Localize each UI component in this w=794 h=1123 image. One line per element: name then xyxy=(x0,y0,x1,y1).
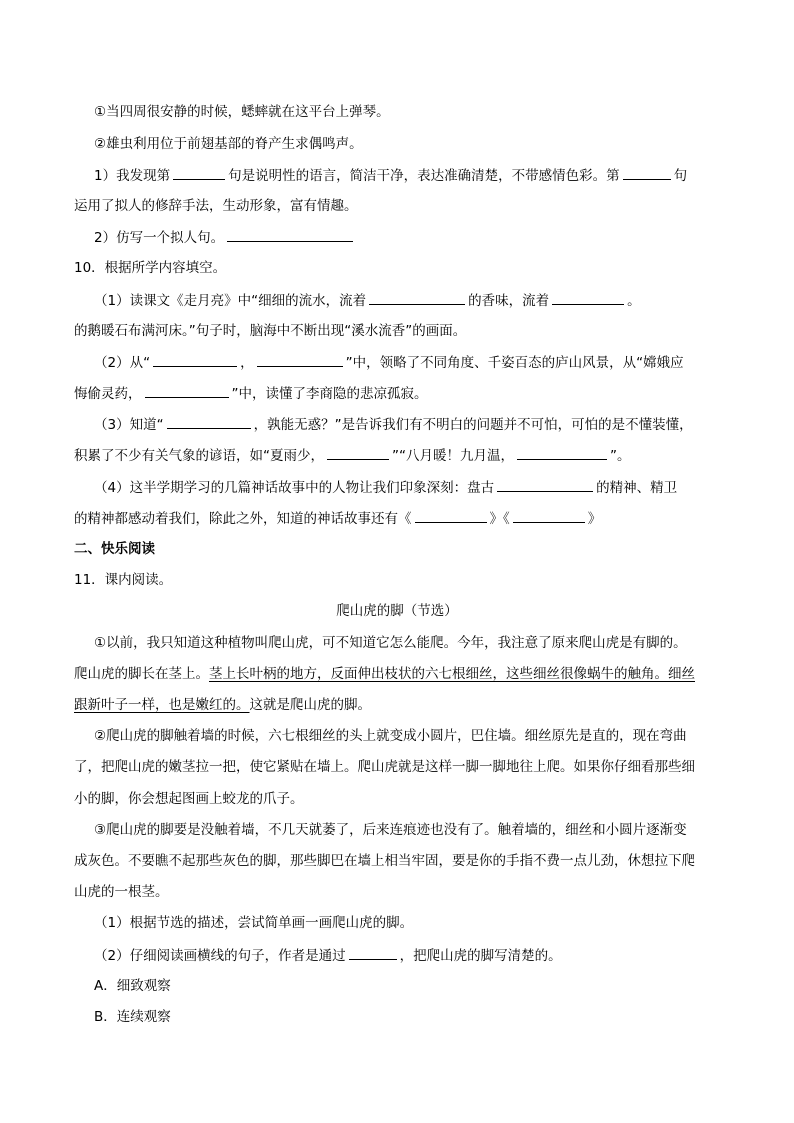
q10-blank-1[interactable] xyxy=(369,290,465,305)
passage-p2-line-2: 了，把爬山虎的嫩茎拉一把，使它紧贴在墙上。爬山虎就是这样一脚一脚地往上爬。如果你仔细看那些细 xyxy=(74,759,695,775)
q10-item-4 xyxy=(94,477,677,498)
q10-item-3-text-c: 积累了不少有关气象的谚语，如“夏雨少， xyxy=(74,448,324,464)
q10-item-4-text-b: 的精神、精卫 xyxy=(596,480,678,496)
q10-item-2-text-a: （2）从“ xyxy=(94,355,151,371)
q10-blank-9[interactable] xyxy=(497,477,593,492)
option-b[interactable]: B．连续观察 xyxy=(94,1009,171,1025)
q10-blank-5[interactable] xyxy=(145,383,229,398)
q9-prompt-1-text-a: 1）我发现第 xyxy=(94,168,171,184)
q10-item-2-text-d: 悔偷灵药， xyxy=(74,386,142,402)
passage-p1-line-3-plain: 这就是爬山虎的脚。 xyxy=(249,697,371,713)
passage-p3-line-3: 山虎的一根茎。 xyxy=(74,884,169,900)
q10-item-2 xyxy=(94,352,684,373)
q10-item-4-text-d: 》《 xyxy=(489,511,510,527)
q10-item-2-text-e: ”中，读懂了李商隐的悲凉孤寂。 xyxy=(231,386,428,402)
q10-item-1-text-a: （1）读课文《走月亮》中“细细的流水，流着 xyxy=(94,293,367,309)
passage-p3-line-2: 成灰色。不要瞧不起那些灰色的脚，那些脚巴在墙上相当牢固，要是你的手指不费一点儿劲，休想拉下爬 xyxy=(74,853,695,869)
q10-item-3-text-d: ”“八月暖！九月温， xyxy=(392,448,514,464)
q9-prompt-1-text-c: 句 xyxy=(673,168,688,184)
q9-prompt-1-text-b: 句是说明性的语言，简洁干净，表达准确清楚，不带感情色彩。第 xyxy=(228,168,620,184)
q9-sentence-2: ②雄虫利用位于前翅基部的脊产生求偶鸣声。 xyxy=(94,136,363,152)
q10-item-2-text-b: ， xyxy=(240,355,254,371)
passage-p1-line-1: ①以前，我只知道这种植物叫爬山虎，可不知道它怎么能爬。今年，我注意了原来爬山虎是有脚的。 xyxy=(94,635,687,651)
q9-blank-1[interactable] xyxy=(173,165,225,180)
q10-item-2-text-c: ”中，领略了不同角度、千姿百态的庐山风景，从“嫦娥应 xyxy=(345,355,684,371)
q10-blank-2[interactable] xyxy=(552,290,624,305)
q9-prompt-2-text: 2）仿写一个拟人句。 xyxy=(94,230,225,246)
q10-blank-8[interactable] xyxy=(517,445,607,460)
q10-item-3-continued xyxy=(74,445,631,466)
q10-title: 10．根据所学内容填空。 xyxy=(74,260,227,276)
q9-prompt-2 xyxy=(94,227,356,248)
q10-item-1-text-b: 的香味，流着 xyxy=(468,293,550,309)
q10-blank-10[interactable] xyxy=(415,508,487,523)
q10-blank-7[interactable] xyxy=(327,445,389,460)
q11-sub-question-2-text-a: （2）仔细阅读画横线的句子，作者是通过 xyxy=(94,948,346,964)
q11-title: 11．课内阅读。 xyxy=(74,572,173,588)
passage-title: 爬山虎的脚（节选） xyxy=(336,603,458,619)
q11-sub-question-1: （1）根据节选的描述，尝试简单画一画爬山虎的脚。 xyxy=(94,915,414,931)
q9-blank-3[interactable] xyxy=(227,227,353,242)
passage-p1-line-3 xyxy=(74,695,371,715)
q10-item-1 xyxy=(94,290,641,311)
passage-p2-line-1: ②爬山虎的脚触着墙的时候，六七根细丝的头上就变成小圆片，巴住墙。细丝原先是直的，现在弯曲 xyxy=(94,728,687,744)
q10-item-3-text-e: ”。 xyxy=(610,448,631,464)
q10-blank-4[interactable] xyxy=(257,352,343,367)
passage-p1-line-2 xyxy=(74,664,695,684)
passage-p1-line-2-plain: 爬山虎的脚长在茎上。 xyxy=(74,666,209,682)
q10-item-3-text-b: ，孰能无惑？”是告诉我们有不明白的问题并不可怕，可怕的是不懂装懂， xyxy=(253,417,693,433)
underlined-sentence-part-1: 茎上长叶柄的地方，反面伸出枝状的六七根细丝，这些细丝很像蜗牛的触角。细丝 xyxy=(209,666,695,682)
passage-p2-line-3: 小的脚，你会想起图画上蛟龙的爪子。 xyxy=(74,791,304,807)
q10-item-1-continued: 的鹅暖石布满河床。”句子时，脑海中不断出现“溪水流香”的画面。 xyxy=(74,323,467,339)
q9-prompt-1 xyxy=(94,165,687,186)
q10-item-3-text-a: （3）知道“ xyxy=(94,417,164,433)
q10-item-1-text-c: 。 xyxy=(627,293,641,309)
section-heading: 二、快乐阅读 xyxy=(74,541,155,557)
q10-blank-3[interactable] xyxy=(153,352,237,367)
q9-blank-2[interactable] xyxy=(623,165,671,180)
q10-item-4-text-a: （4）这半学期学习的几篇神话故事中的人物让我们印象深刻：盘古 xyxy=(94,480,495,496)
option-a[interactable]: A．细致观察 xyxy=(94,978,171,994)
q11-sub-question-2-text-b: ，把爬山虎的脚写清楚的。 xyxy=(399,948,562,964)
q10-item-3 xyxy=(94,414,693,435)
underlined-sentence-part-2: 跟新叶子一样，也是嫩红的。 xyxy=(74,697,250,713)
q10-item-4-text-e: 》 xyxy=(587,511,602,527)
q11-blank-1[interactable] xyxy=(349,945,397,960)
q10-blank-11[interactable] xyxy=(513,508,585,523)
q10-blank-6[interactable] xyxy=(167,414,251,429)
q10-item-4-text-c: 的精神都感动着我们，除此之外，知道的神话故事还有《 xyxy=(74,511,412,527)
passage-p3-line-1: ③爬山虎的脚要是没触着墙，不几天就萎了，后来连痕迹也没有了。触着墙的，细丝和小圆片逐渐变 xyxy=(94,822,687,838)
q9-prompt-1-continued: 运用了拟人的修辞手法，生动形象，富有情趣。 xyxy=(74,198,358,214)
q11-sub-question-2 xyxy=(94,945,562,966)
q9-sentence-1: ①当四周很安静的时候，蟋蟀就在这平台上弹琴。 xyxy=(94,104,390,120)
q10-item-4-continued xyxy=(74,508,601,529)
q10-item-2-continued xyxy=(74,383,428,404)
